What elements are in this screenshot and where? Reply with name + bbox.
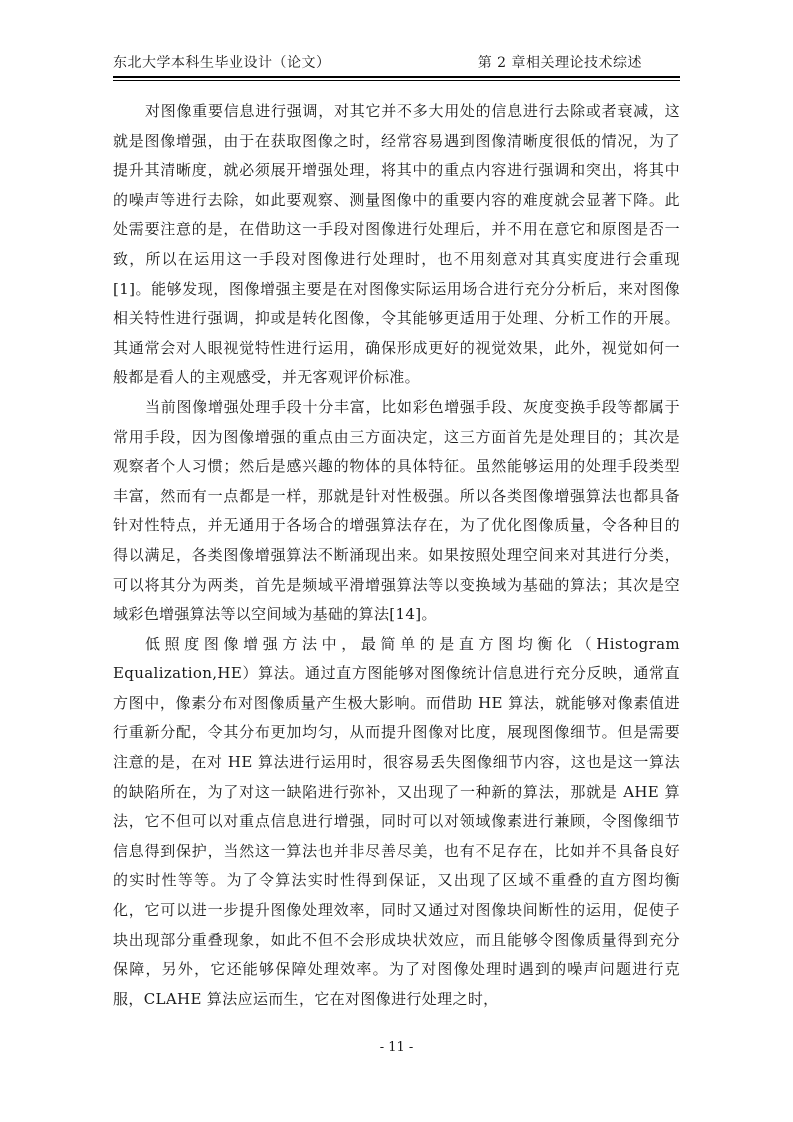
paragraph-1: 对图像重要信息进行强调，对其它并不多大用处的信息进行去除或者衰减，这就是图像增强，由于在获取图像之时，经常容易遇到图像清晰度很低的情况，为了提升其清晰度，就必须展开增强处理，将其中的重点内容进行强调和突出，将其中的噪声等进行去除，如此要观察、测量图像中的重要内容的难度就会显著下降。此处需要注意的是，在借助这一手段对图像进行处理后，并不用在意它和原图是否一致，所以在运用这一手段对图像进行处理时，也不用刻意对其真实度进行会重现[1]。能够发现，图像增强主要是在对图像实际运用场合进行充分分析后，来对图像相关特性进行强调，抑或是转化图像，令其能够更适用于处理、分析工作的开展。其通常会对人眼视觉特性进行运用，确保形成更好的视觉效果，此外，视觉如何一般都是看人的主观感受，并无客观评价标准。 bbox=[113, 102, 680, 387]
paragraph-2: 当前图像增强处理手段十分丰富，比如彩色增强手段、灰度变换手段等都属于常用手段，因为图像增强的重点由三方面决定，这三方面首先是处理目的；其次是观察者个人习惯；然后是感兴趣的物体的具体特征。虽然能够运用的处理手段类型丰富，然而有一点都是一样，那就是针对性极强。所以各类图像增强算法也都具备针对性特点，并无通用于各场合的增强算法存在，为了优化图像质量，令各种目的得以满足，各类图像增强算法不断涌现出来。如果按照处理空间来对其进行分类，可以将其分为两类，首先是频域平滑增强算法等以变换域为基础的算法；其次是空域彩色增强算法等以空间域为基础的算法[14]。 bbox=[113, 397, 680, 624]
paragraph-3: 低照度图像增强方法中，最简单的是直方图均衡化（Histogram Equalization,HE）算法。通过直方图能够对图像统计信息进行充分反映，通常直方图中，像素分布对图像质量产生极大影响。而借助 HE 算法，就能够对像素值进行重新分配，令其分布更加均匀，从而提升图像对比度，展现图像细节。但是需要注意的是，在对 HE 算法进行运用时，很容易丢失图像细节内容，这也是这一算法的缺陷所在，为了对这一缺陷进行弥补，又出现了一种新的算法，那就是 AHE 算法，它不但可以对重点信息进行增强，同时可以对领域像素进行兼顾，令图像细节信息得到保护，当然这一算法也并非尽善尽美，也有不足存在，比如并不具备良好的实时性等等。为了令算法实时性得到保证，又出现了区域不重叠的直方图均衡化，它可以进一步提升图像处理效率，同时又通过对图像块间断性的运用，促使子块出现部分重叠现象，如此不但不会形成块状效应，而且能够令图像质量得到充分保障，另外，它还能够保障处理效率。为了对图像处理时遇到的噪声问题进行克服，CLAHE 算法应运而生，它在对图像进行处理之时， bbox=[113, 634, 680, 1008]
body-text bbox=[113, 97, 680, 1014]
header-chapter-title: 第 2 章相关理论技术综述 bbox=[477, 55, 642, 71]
page-header bbox=[113, 50, 680, 78]
page-number: - 11 - bbox=[379, 1040, 414, 1055]
header-thesis-title: 东北大学本科生毕业设计（论文） bbox=[113, 55, 331, 71]
